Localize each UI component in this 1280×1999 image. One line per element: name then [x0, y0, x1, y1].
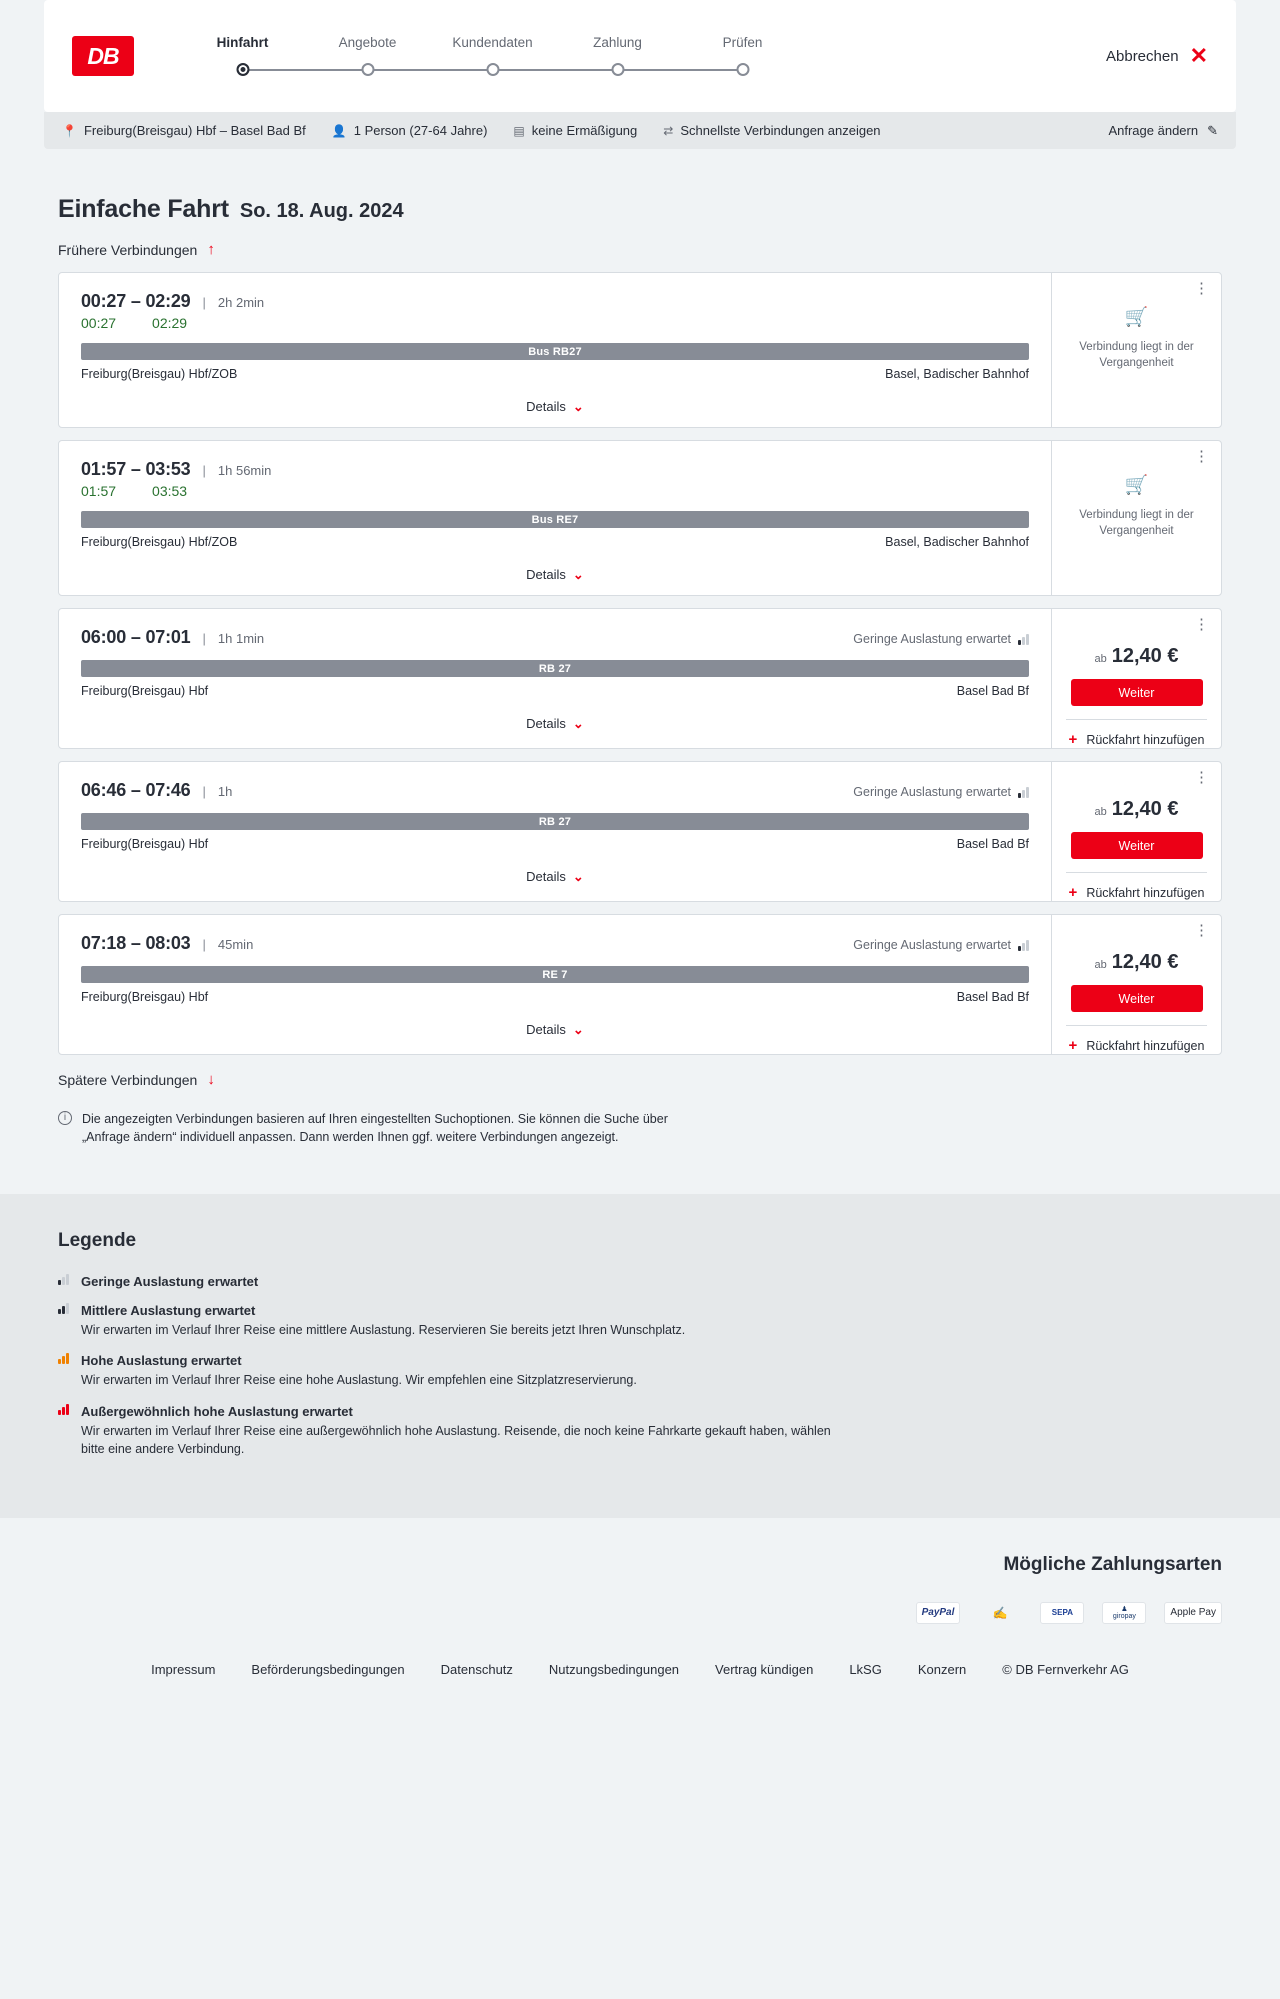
db-logo[interactable]: DB [72, 36, 134, 76]
person-icon: 👤 [331, 123, 347, 138]
continue-button[interactable]: Weiter [1071, 832, 1203, 859]
origin-station: Freiburg(Breisgau) Hbf [81, 837, 209, 851]
origin-station: Freiburg(Breisgau) Hbf/ZOB [81, 535, 238, 549]
legend-heading: Geringe Auslastung erwartet [81, 1274, 259, 1290]
later-connections-button[interactable] [58, 1071, 1236, 1088]
legend-text: Wir erwarten im Verlauf Ihrer Reise eine hohe Auslastung. Wir empfehlen eine Sitzplatzreservierung. [81, 1373, 637, 1388]
price-prefix: ab [1094, 959, 1107, 971]
connection-header [81, 933, 1029, 954]
connection-actions [1051, 441, 1221, 595]
connection-card[interactable] [58, 914, 1222, 1055]
step-dot-icon [736, 63, 749, 76]
connection-details [59, 915, 1051, 1054]
payment-icons [44, 1602, 1222, 1624]
legend-body [81, 1353, 637, 1389]
summary-passengers-label: 1 Person (27-64 Jahre) [353, 123, 488, 138]
later-connections-label: Spätere Verbindungen [58, 1071, 198, 1088]
legend-list [44, 1274, 1236, 1458]
legend-body [81, 1404, 841, 1458]
realtime-row [81, 315, 1029, 331]
connection-actions [1051, 762, 1221, 901]
copyright: © DB Fernverkehr AG [1002, 1661, 1129, 1677]
occupancy-bars-icon [58, 1404, 69, 1415]
connection-details [59, 609, 1051, 748]
step-dot-icon [236, 63, 249, 76]
occupancy-indicator [853, 938, 1029, 952]
page-footer [0, 1518, 1280, 1717]
station-row [81, 367, 1029, 381]
chevron-down-icon: ⌄ [572, 399, 584, 414]
time-range: 06:00 – 07:01 [81, 627, 191, 647]
more-options-icon[interactable]: ⋮ [1194, 769, 1209, 786]
add-return-trip-button[interactable] [1066, 872, 1207, 901]
legend-section [0, 1194, 1280, 1518]
arrow-down-icon: ↓ [207, 1071, 215, 1088]
occupancy-indicator [853, 632, 1029, 646]
add-return-trip-label: Rückfahrt hinzufügen [1086, 732, 1205, 747]
occupancy-label: Geringe Auslastung erwartet [853, 938, 1011, 952]
occupancy-bars-icon [1018, 634, 1029, 645]
step-indicator [680, 63, 805, 77]
legend-item [58, 1303, 1236, 1339]
plus-icon: + [1068, 1037, 1078, 1054]
step-indicator [430, 63, 555, 77]
step-label: Kundendaten [452, 35, 533, 50]
connection-header [81, 291, 1029, 312]
destination-station: Basel Bad Bf [956, 990, 1029, 1004]
more-options-icon[interactable]: ⋮ [1194, 280, 1209, 297]
summary-passengers[interactable] [332, 123, 488, 138]
train-line-bar: RB 27 [81, 660, 1029, 677]
details-toggle[interactable]: Details ⌄ [526, 716, 584, 731]
pencil-icon[interactable]: ✎ [1207, 122, 1218, 138]
footer-link[interactable]: Nutzungsbedingungen [548, 1661, 680, 1677]
connection-list [44, 272, 1236, 1055]
time-duration-separator: | [202, 631, 206, 646]
step-4[interactable] [555, 35, 680, 77]
step-label: Hinfahrt [216, 35, 269, 50]
step-label: Zahlung [593, 35, 642, 50]
chevron-down-icon: ⌄ [572, 716, 584, 731]
occupancy-label: Geringe Auslastung erwartet [853, 632, 1011, 646]
step-label: Prüfen [722, 35, 763, 50]
step-1[interactable] [180, 35, 305, 77]
time-duration-separator: | [202, 937, 206, 952]
info-icon: i [58, 1111, 72, 1125]
time-duration-separator: | [202, 295, 206, 310]
plus-icon: + [1068, 884, 1078, 901]
time-range: 00:27 – 02:29 [81, 291, 191, 311]
footer-links [44, 1624, 1236, 1717]
connection-card[interactable] [58, 761, 1222, 902]
origin-station: Freiburg(Breisgau) Hbf [81, 990, 209, 1004]
connection-actions [1051, 915, 1221, 1054]
connection-header [81, 780, 1029, 801]
destination-station: Basel Bad Bf [956, 837, 1029, 851]
past-connection-message: Verbindung liegt in der Vergangenheit [1079, 341, 1194, 369]
sepa-icon: SEPA [1040, 1602, 1084, 1624]
origin-station: Freiburg(Breisgau) Hbf [81, 684, 209, 698]
price-value: 12,40 € [1111, 951, 1179, 973]
connection-card[interactable] [58, 440, 1222, 596]
destination-station: Basel, Badischer Bahnhof [885, 367, 1029, 381]
time-range: 01:57 – 03:53 [81, 459, 191, 479]
legend-title: Legende [58, 1230, 137, 1252]
step-2[interactable] [305, 35, 430, 77]
legend-heading: Außergewöhnlich hohe Auslastung erwartet [81, 1403, 353, 1419]
footer-link[interactable]: LkSG [849, 1661, 882, 1677]
duration: 1h 1min [217, 631, 265, 646]
step-3[interactable] [430, 35, 555, 77]
origin-station: Freiburg(Breisgau) Hbf/ZOB [81, 367, 238, 381]
price-prefix: ab [1094, 806, 1107, 818]
chevron-down-icon: ⌄ [572, 567, 584, 582]
search-summary-bar [44, 112, 1236, 149]
station-row [81, 990, 1029, 1004]
price-row [1095, 645, 1179, 668]
duration: 1h [217, 784, 233, 799]
arrow-up-icon: ↑ [207, 241, 215, 258]
connection-card[interactable] [58, 608, 1222, 749]
footer-link[interactable]: Konzern [917, 1661, 967, 1677]
step-5[interactable] [680, 35, 805, 77]
payment-title: Mögliche Zahlungsarten [1003, 1553, 1222, 1575]
applepay-icon: Apple Pay [1164, 1602, 1222, 1624]
step-dot-icon [361, 63, 374, 76]
more-options-icon[interactable]: ⋮ [1194, 448, 1209, 465]
plus-icon: + [1068, 731, 1078, 748]
creditcard-icon: ✍ [992, 1605, 1008, 1620]
time-range: 07:18 – 08:03 [81, 933, 191, 953]
summary-route[interactable] [62, 123, 306, 138]
footer-link[interactable]: Vertrag kündigen [715, 1661, 814, 1677]
add-return-trip-label: Rückfahrt hinzufügen [1086, 885, 1205, 900]
card-icon: ▤ [513, 123, 525, 138]
edit-request-label: Anfrage ändern [1108, 123, 1199, 138]
continue-button[interactable]: Weiter [1071, 679, 1203, 706]
add-return-trip-label: Rückfahrt hinzufügen [1086, 1038, 1205, 1053]
occupancy-bars-icon [58, 1274, 69, 1285]
destination-station: Basel Bad Bf [956, 684, 1029, 698]
connection-header [81, 459, 1029, 480]
more-options-icon[interactable]: ⋮ [1194, 616, 1209, 633]
summary-discount-label: keine Ermäßigung [531, 123, 638, 138]
legend-body [81, 1303, 685, 1339]
app-header [44, 0, 1236, 112]
legend-body [81, 1274, 258, 1289]
legend-text: Wir erwarten im Verlauf Ihrer Reise eine außergewöhnlich hohe Auslastung. Reisende, die noch keine Fahrkarte gekauft haben, wählen bitte eine andere Verbindung. [81, 1423, 831, 1456]
cart-icon: 🛒 [1124, 475, 1149, 496]
step-indicator [555, 63, 680, 77]
legend-item [58, 1274, 1236, 1289]
step-dot-icon [611, 63, 624, 76]
chevron-down-icon: ⌄ [572, 869, 584, 884]
occupancy-bars-icon [58, 1303, 69, 1314]
search-note-text: Die angezeigten Verbindungen basieren auf Ihren eingestellten Suchoptionen. Sie können die Suche über „Anfrage ändern“ individuell anpassen. Dann werden Ihnen ggf. weitere Verbindungen angezeigt. [82, 1112, 668, 1145]
summary-route-label: Freiburg(Breisgau) Hbf – Basel Bad Bf [83, 123, 306, 138]
summary-sorting[interactable] [663, 123, 880, 138]
details-toggle[interactable]: Details ⌄ [526, 1022, 584, 1037]
legend-heading: Mittlere Auslastung erwartet [81, 1303, 256, 1319]
train-line-bar: Bus RE7 [81, 511, 1029, 528]
past-connection-message: Verbindung liegt in der Vergangenheit [1079, 509, 1194, 537]
station-row [81, 535, 1029, 549]
giropay-icon: ♟ giropay [1102, 1602, 1146, 1624]
price-row [1095, 798, 1179, 821]
page-title-row [58, 195, 1236, 224]
cancel-button[interactable] [1106, 45, 1208, 67]
footer-link[interactable]: Impressum [151, 1661, 216, 1677]
train-line-bar: RB 27 [81, 813, 1029, 830]
train-line-bar: Bus RB27 [81, 343, 1029, 360]
occupancy-bars-icon [1018, 787, 1029, 798]
time-duration-separator: | [202, 784, 206, 799]
more-options-icon[interactable]: ⋮ [1194, 922, 1209, 939]
paypal-icon: PayPal [916, 1602, 961, 1624]
station-row [81, 837, 1029, 851]
duration: 45min [217, 937, 254, 952]
footer-link[interactable]: Beförderungsbedingungen [251, 1661, 405, 1677]
step-indicator [180, 63, 305, 77]
legend-text: Wir erwarten im Verlauf Ihrer Reise eine mittlere Auslastung. Reservieren Sie bereits jetzt Ihren Wunschplatz. [81, 1323, 686, 1338]
realtime-row [81, 483, 1029, 499]
step-dot-icon [486, 63, 499, 76]
earlier-connections-button[interactable] [58, 241, 1236, 258]
continue-button[interactable]: Weiter [1071, 985, 1203, 1012]
time-range: 06:46 – 07:46 [81, 780, 191, 800]
price-prefix: ab [1094, 653, 1107, 665]
details-toggle[interactable]: Details ⌄ [526, 399, 584, 414]
station-row [81, 684, 1029, 698]
details-toggle[interactable]: Details ⌄ [526, 869, 584, 884]
step-indicator [305, 63, 430, 77]
price-value: 12,40 € [1111, 798, 1179, 820]
step-label: Angebote [338, 35, 397, 50]
booking-steps [180, 35, 805, 77]
legend-item [58, 1353, 1236, 1389]
arrival-time: 03:53 [152, 483, 188, 499]
connection-details [59, 762, 1051, 901]
footer-link[interactable]: Datenschutz [440, 1661, 513, 1677]
edit-request-button[interactable] [1108, 123, 1218, 139]
occupancy-bars-icon [58, 1353, 69, 1364]
occupancy-label: Geringe Auslastung erwartet [853, 785, 1011, 799]
duration: 2h 2min [217, 295, 265, 310]
main-content [0, 195, 1280, 1146]
earlier-connections-label: Frühere Verbindungen [58, 241, 198, 258]
connection-details [59, 441, 1051, 595]
occupancy-bars-icon [1018, 940, 1029, 951]
summary-discount[interactable] [513, 123, 637, 138]
close-icon[interactable]: ✕ [1189, 43, 1208, 68]
chevron-down-icon: ⌄ [572, 1022, 584, 1037]
swap-icon: ⇄ [663, 123, 674, 138]
connection-header [81, 627, 1029, 648]
legend-heading: Hohe Auslastung erwartet [81, 1353, 242, 1369]
page-title-date: So. 18. Aug. 2024 [239, 200, 404, 222]
price-value: 12,40 € [1111, 645, 1179, 667]
departure-time: 01:57 [81, 483, 117, 499]
destination-station: Basel, Badischer Bahnhof [885, 535, 1029, 549]
arrival-time: 02:29 [152, 315, 188, 331]
time-duration-separator: | [202, 463, 206, 478]
cart-icon: 🛒 [1124, 307, 1149, 328]
departure-time: 00:27 [81, 315, 117, 331]
summary-sorting-label: Schnellste Verbindungen anzeigen [680, 123, 881, 138]
cancel-label: Abbrechen [1106, 47, 1179, 65]
occupancy-indicator [853, 785, 1029, 799]
add-return-trip-button[interactable] [1066, 1025, 1207, 1054]
connection-card[interactable] [58, 272, 1222, 428]
search-note [58, 1110, 678, 1146]
location-pin-icon: 📍 [62, 123, 77, 138]
connection-details [59, 273, 1051, 427]
price-row [1095, 951, 1179, 974]
train-line-bar: RE 7 [81, 966, 1029, 983]
legend-item [58, 1404, 1236, 1458]
connection-actions [1051, 273, 1221, 427]
add-return-trip-button[interactable] [1066, 719, 1207, 748]
page-title: Einfache Fahrt [58, 195, 229, 223]
duration: 1h 56min [217, 463, 272, 478]
details-toggle[interactable]: Details ⌄ [526, 567, 584, 582]
connection-actions [1051, 609, 1221, 748]
